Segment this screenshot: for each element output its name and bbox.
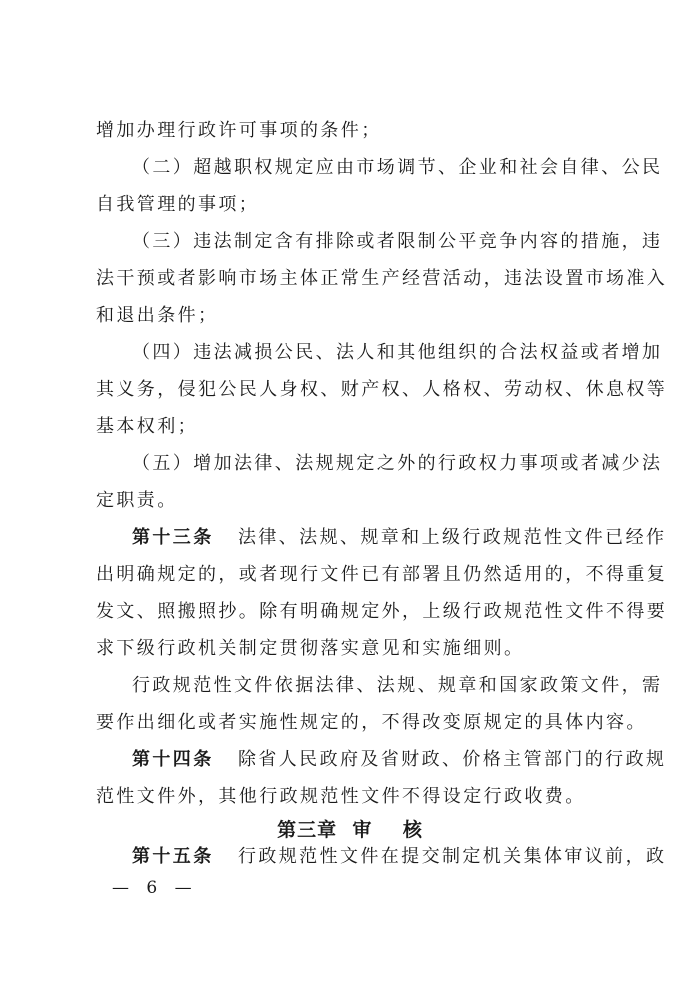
article-15-text: 行政规范性文件在提交制定机关集体审议前，政 [237, 846, 667, 867]
chapter-title-text: 第三章 审 核 [277, 819, 423, 841]
text-line: 增加办理行政许可事项的条件； [96, 120, 382, 141]
text-line: （三）违法制定含有排除或者限制公平竞争内容的措施，违 [132, 231, 663, 252]
article-13-line [96, 519, 667, 556]
text-line: 其义务，侵犯公民人身权、财产权、人格权、劳动权、休息权等 [96, 379, 668, 400]
text-line: 定职责。 [96, 490, 178, 511]
text-line: 范性文件外，其他行政规范性文件不得设定行政收费。 [96, 786, 586, 807]
document-body [96, 112, 668, 815]
article-14-line [96, 741, 667, 778]
article-14-text: 除省人民政府及省财政、价格主管部门的行政规 [237, 749, 667, 770]
article-15-line [132, 838, 666, 875]
text-line: 自我管理的事项； [96, 194, 260, 215]
text-line: （二）超越职权规定应由市场调节、企业和社会自律、公民 [132, 157, 663, 178]
text-line: 出明确规定的，或者现行文件已有部署且仍然适用的，不得重复 [96, 564, 668, 585]
article-14-heading: 第十四条 [132, 749, 214, 770]
text-line: （四）违法减损公民、法人和其他组织的合法权益或者增加 [132, 342, 663, 363]
text-line: 和退出条件； [96, 305, 219, 326]
text-line: 法干预或者影响市场主体正常生产经营活动，违法设置市场准入 [96, 268, 668, 289]
text-line: （五）增加法律、法规规定之外的行政权力事项或者减少法 [132, 453, 663, 474]
article-15-heading: 第十五条 [132, 846, 214, 867]
page-number: — 6 — [112, 878, 198, 898]
text-line: 行政规范性文件依据法律、法规、规章和国家政策文件，需 [132, 675, 663, 696]
text-line: 求下级行政机关制定贯彻落实意见和实施细则。 [96, 638, 525, 659]
text-line: 发文、照搬照抄。除有明确规定外，上级行政规范性文件不得要 [96, 601, 668, 622]
article-13-heading: 第十三条 [132, 527, 214, 548]
text-line: 基本权利； [96, 416, 198, 437]
text-line: 要作出细化或者实施性规定的，不得改变原规定的具体内容。 [96, 712, 647, 733]
article-13-text: 法律、法规、规章和上级行政规范性文件已经作 [237, 527, 667, 548]
